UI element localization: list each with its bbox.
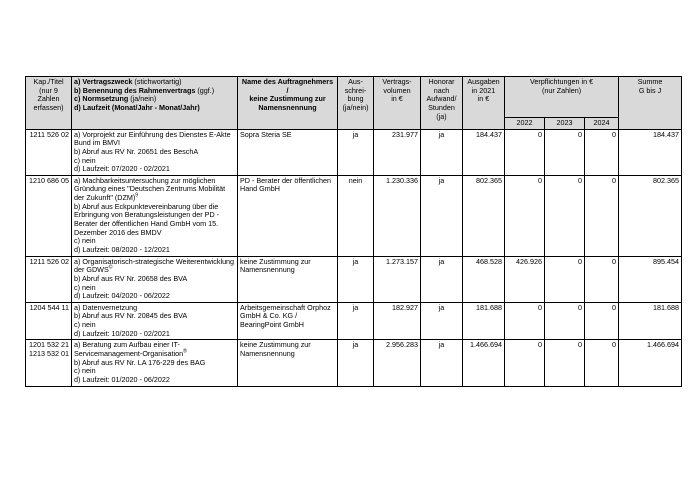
row-2023: 0 <box>545 175 585 256</box>
row-2024: 0 <box>585 302 619 340</box>
footnote-marker: 9 <box>135 192 139 199</box>
row-description <box>72 340 238 386</box>
header-verpflichtungen: Verpflichtungen in € (nur Zahlen) <box>505 77 619 118</box>
header-desc-a: a) Vertragszweck <box>74 77 133 86</box>
header-year-2022: 2022 <box>505 118 545 130</box>
row-kap: 1211 526 02 <box>26 129 72 175</box>
row-honorar: ja <box>421 129 463 175</box>
row-honorar: ja <box>421 340 463 386</box>
row-kap: 1210 686 05 <box>26 175 72 256</box>
row-2022: 0 <box>505 302 545 340</box>
row-2024: 0 <box>585 340 619 386</box>
row-2023: 0 <box>545 340 585 386</box>
row-vertragsvolumen: 182.927 <box>374 302 421 340</box>
row-2022: 0 <box>505 175 545 256</box>
table-row <box>26 340 682 386</box>
header-desc-d: d) Laufzeit (Monat/Jahr - Monat/Jahr) <box>74 102 200 112</box>
row-ausgaben: 468.528 <box>463 256 505 302</box>
table-row <box>26 256 682 302</box>
row-description: a) Vorprojekt zur Einführung des Dienstes E-Akte Bund im BMVI b) Abruf aus RV Nr. 20651 des BeschA c) nein d) Laufzeit: 07/2020 - 02/2021 <box>72 129 238 175</box>
row-ausschreibung: nein <box>338 175 374 256</box>
header-desc-b: b) Benennung des Rahmenvertrags <box>74 85 196 95</box>
row-vertragsvolumen: 2.956.283 <box>374 340 421 386</box>
header-auftragnehmer: Name des Auftragnehmers / keine Zustimmung zur Namensnennung <box>238 77 338 130</box>
row-vertragsvolumen: 231.977 <box>374 129 421 175</box>
row-description <box>72 175 238 256</box>
row-description <box>72 256 238 302</box>
row-summe: 184.437 <box>619 129 682 175</box>
row-auftragnehmer: keine Zustimmung zur Namensnennung <box>238 256 338 302</box>
row-auftragnehmer: keine Zustimmung zur Namensnennung <box>238 340 338 386</box>
row-kap: 1211 526 02 <box>26 256 72 302</box>
row-honorar: ja <box>421 175 463 256</box>
row-description: a) Datenvernetzung b) Abruf aus RV Nr. 20845 des BVA c) nein d) Laufzeit: 10/2020 - 02/2021 <box>72 302 238 340</box>
row-2024: 0 <box>585 256 619 302</box>
row-honorar: ja <box>421 256 463 302</box>
row-vertragsvolumen: 1.273.157 <box>374 256 421 302</box>
row-ausgaben: 181.688 <box>463 302 505 340</box>
header-description <box>72 77 238 130</box>
footnote-marker: ® <box>183 348 187 355</box>
header-year-2023: 2023 <box>545 118 585 130</box>
header-honorar: Honorar nach Aufwand/ Stunden (ja) <box>421 77 463 130</box>
row-ausschreibung: ja <box>338 256 374 302</box>
header-row <box>26 77 682 118</box>
header-summe: Summe G bis J <box>619 77 682 130</box>
table-row <box>26 175 682 256</box>
row-ausgaben: 1.466.694 <box>463 340 505 386</box>
row-summe: 802.365 <box>619 175 682 256</box>
row-vertragsvolumen: 1.230.336 <box>374 175 421 256</box>
row-2023: 0 <box>545 256 585 302</box>
row-2022: 0 <box>505 129 545 175</box>
row-description-rest: b) Abruf aus RV Nr. 20658 des BVA c) nein d) Laufzeit: 04/2020 - 06/2022 <box>74 273 188 301</box>
row-ausschreibung: ja <box>338 129 374 175</box>
row-description-main: a) Beratung zum Aufbau einer IT-Servicemanagement-Organisation <box>74 340 184 359</box>
row-ausgaben: 184.437 <box>463 129 505 175</box>
row-description-main: a) Machbarkeitsuntersuchung zur möglichen Gründung eines "Deutschen Zentrums Mobilität der Zukunft" (DZM) <box>74 175 226 203</box>
row-2024: 0 <box>585 129 619 175</box>
header-desc-c: c) Normsetzung <box>74 94 129 104</box>
header-desc-c-note: (ja/nein) <box>128 94 157 104</box>
header-ausschreibung: Aus- schrei- bung (ja/nein) <box>338 77 374 130</box>
row-kap: 1201 532 21 1213 532 01 <box>26 340 72 386</box>
row-auftragnehmer: PD - Berater der öffentlichen Hand GmbH <box>238 175 338 256</box>
row-2023: 0 <box>545 302 585 340</box>
header-desc-b-note: (ggf.) <box>195 85 215 95</box>
header-kap: Kap./Titel (nur 9 Zahlen erfassen) <box>26 77 72 130</box>
row-honorar: ja <box>421 302 463 340</box>
footnote-marker: © <box>108 264 113 271</box>
row-2022: 0 <box>505 340 545 386</box>
row-2023: 0 <box>545 129 585 175</box>
row-kap: 1204 544 11 <box>26 302 72 340</box>
table-row <box>26 129 682 175</box>
row-ausgaben: 802.365 <box>463 175 505 256</box>
row-auftragnehmer: Arbeitsgemeinschaft Orphoz GmbH & Co. KG / BearingPoint GmbH <box>238 302 338 340</box>
contracts-table <box>25 76 682 387</box>
row-description-rest: b) Abruf aus Eckpunktevereinbarung über die Erbringung von Beratungsleistungen der PD - Berater der öffentlichen Hand GmbH vom 15. Dezember 2016 des BMDV c) nein d) Laufzeit: 08/2020 - 12/2021 <box>74 201 220 254</box>
table-row <box>26 302 682 340</box>
header-desc-a-note: (stichwortartig) <box>132 77 182 86</box>
row-summe: 181.688 <box>619 302 682 340</box>
row-auftragnehmer: Sopra Steria SE <box>238 129 338 175</box>
header-vertragsvolumen: Vertrags- volumen in € <box>374 77 421 130</box>
row-description-main: a) Organisatorisch-strategische Weiterentwicklung der GDWS <box>74 256 235 275</box>
header-ausgaben: Ausgaben in 2021 in € <box>463 77 505 130</box>
row-ausschreibung: ja <box>338 302 374 340</box>
header-year-2024: 2024 <box>585 118 619 130</box>
row-summe: 1.466.694 <box>619 340 682 386</box>
row-summe: 895.454 <box>619 256 682 302</box>
row-2024: 0 <box>585 175 619 256</box>
row-2022: 426.926 <box>505 256 545 302</box>
row-description-rest: b) Abruf aus RV Nr. LA 176-229 des BAG c) nein d) Laufzeit: 01/2020 - 06/2022 <box>74 357 206 384</box>
row-ausschreibung: ja <box>338 340 374 386</box>
